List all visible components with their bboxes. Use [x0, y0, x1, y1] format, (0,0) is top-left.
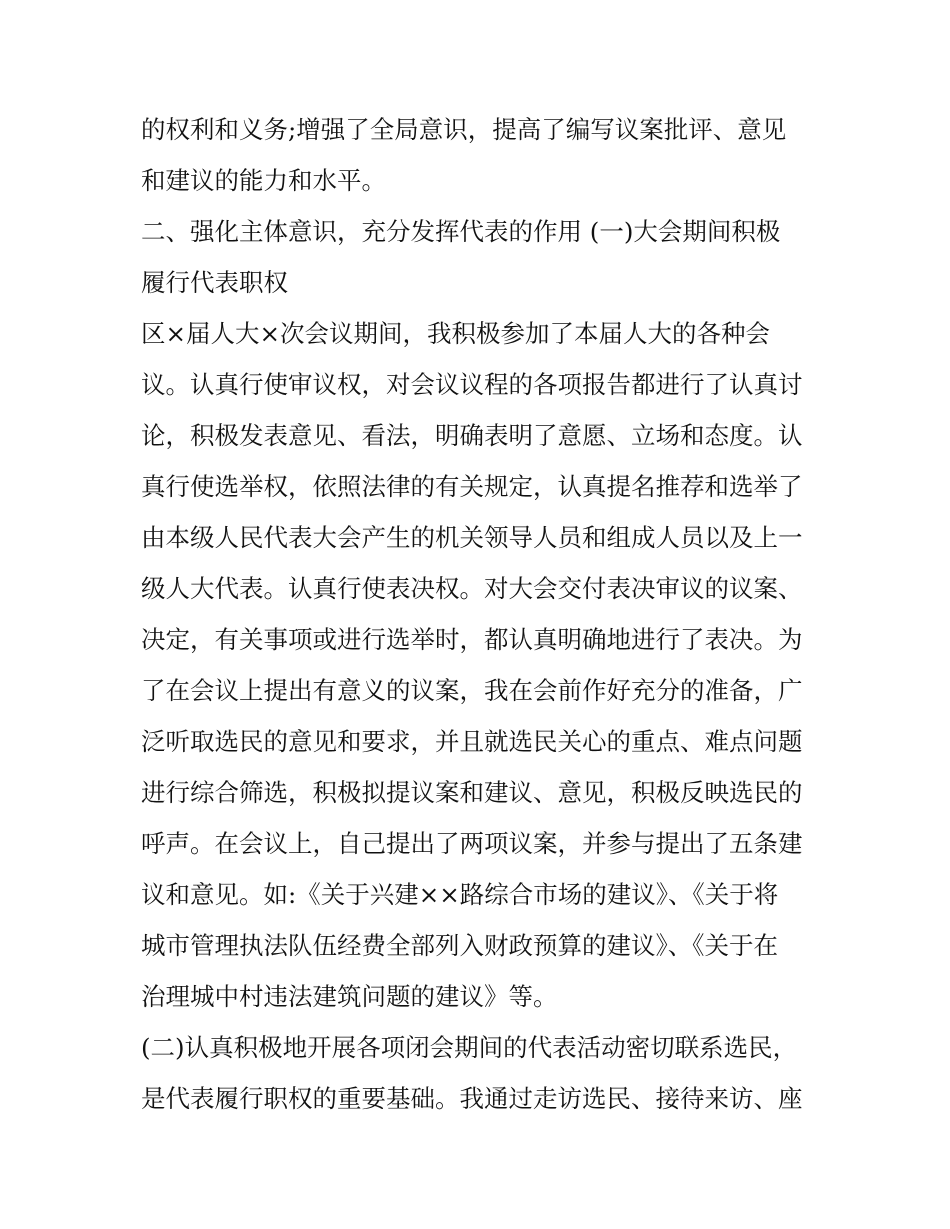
text-line: 议。认真行使审议权，对会议议程的各项报告都进行了认真讨 [141, 370, 803, 399]
text-line: 呼声。在会议上，自己提出了两项议案，并参与提出了五条建 [141, 829, 803, 858]
text-line: 区×届人大×次会议期间，我积极参加了本届人大的各种会 [141, 319, 771, 348]
text-line: 是代表履行职权的重要基础。我通过走访选民、接待来访、座 [141, 1084, 803, 1113]
text-line: 泛听取选民的意见和要求，并且就选民关心的重点、难点问题 [141, 727, 803, 756]
section-heading: 二、强化主体意识，充分发挥代表的作用 (一)大会期间积极 [141, 217, 781, 246]
text-line: 的权利和义务;增强了全局意识，提高了编写议案批评、意见 [141, 115, 787, 144]
text-line: 城市管理执法队伍经费全部列入财政预算的建议》、《关于在 [141, 931, 778, 960]
document-body [141, 104, 831, 1124]
text-line: 了在会议上提出有意义的议案，我在会前作好充分的准备，广 [141, 676, 803, 705]
section-heading: 履行代表职权 [141, 268, 288, 297]
text-line: 治理城中村违法建筑问题的建议》等。 [141, 982, 558, 1011]
text-line: 由本级人民代表大会产生的机关领导人员和组成人员以及上一 [141, 523, 803, 552]
text-line: (二)认真积极地开展各项闭会期间的代表活动密切联系选民， [141, 1033, 798, 1062]
text-line: 级人大代表。认真行使表决权。对大会交付表决审议的议案、 [141, 574, 803, 603]
text-line: 议和意见。如:《关于兴建××路综合市场的建议》、《关于将 [141, 880, 779, 909]
text-line: 进行综合筛选，积极拟提议案和建议、意见，积极反映选民的 [141, 778, 803, 807]
text-line: 和建议的能力和水平。 [141, 166, 386, 195]
text-line: 真行使选举权，依照法律的有关规定，认真提名推荐和选举了 [141, 472, 803, 501]
text-line: 论，积极发表意见、看法，明确表明了意愿、立场和态度。认 [141, 421, 803, 450]
text-line: 决定，有关事项或进行选举时，都认真明确地进行了表决。为 [141, 625, 803, 654]
